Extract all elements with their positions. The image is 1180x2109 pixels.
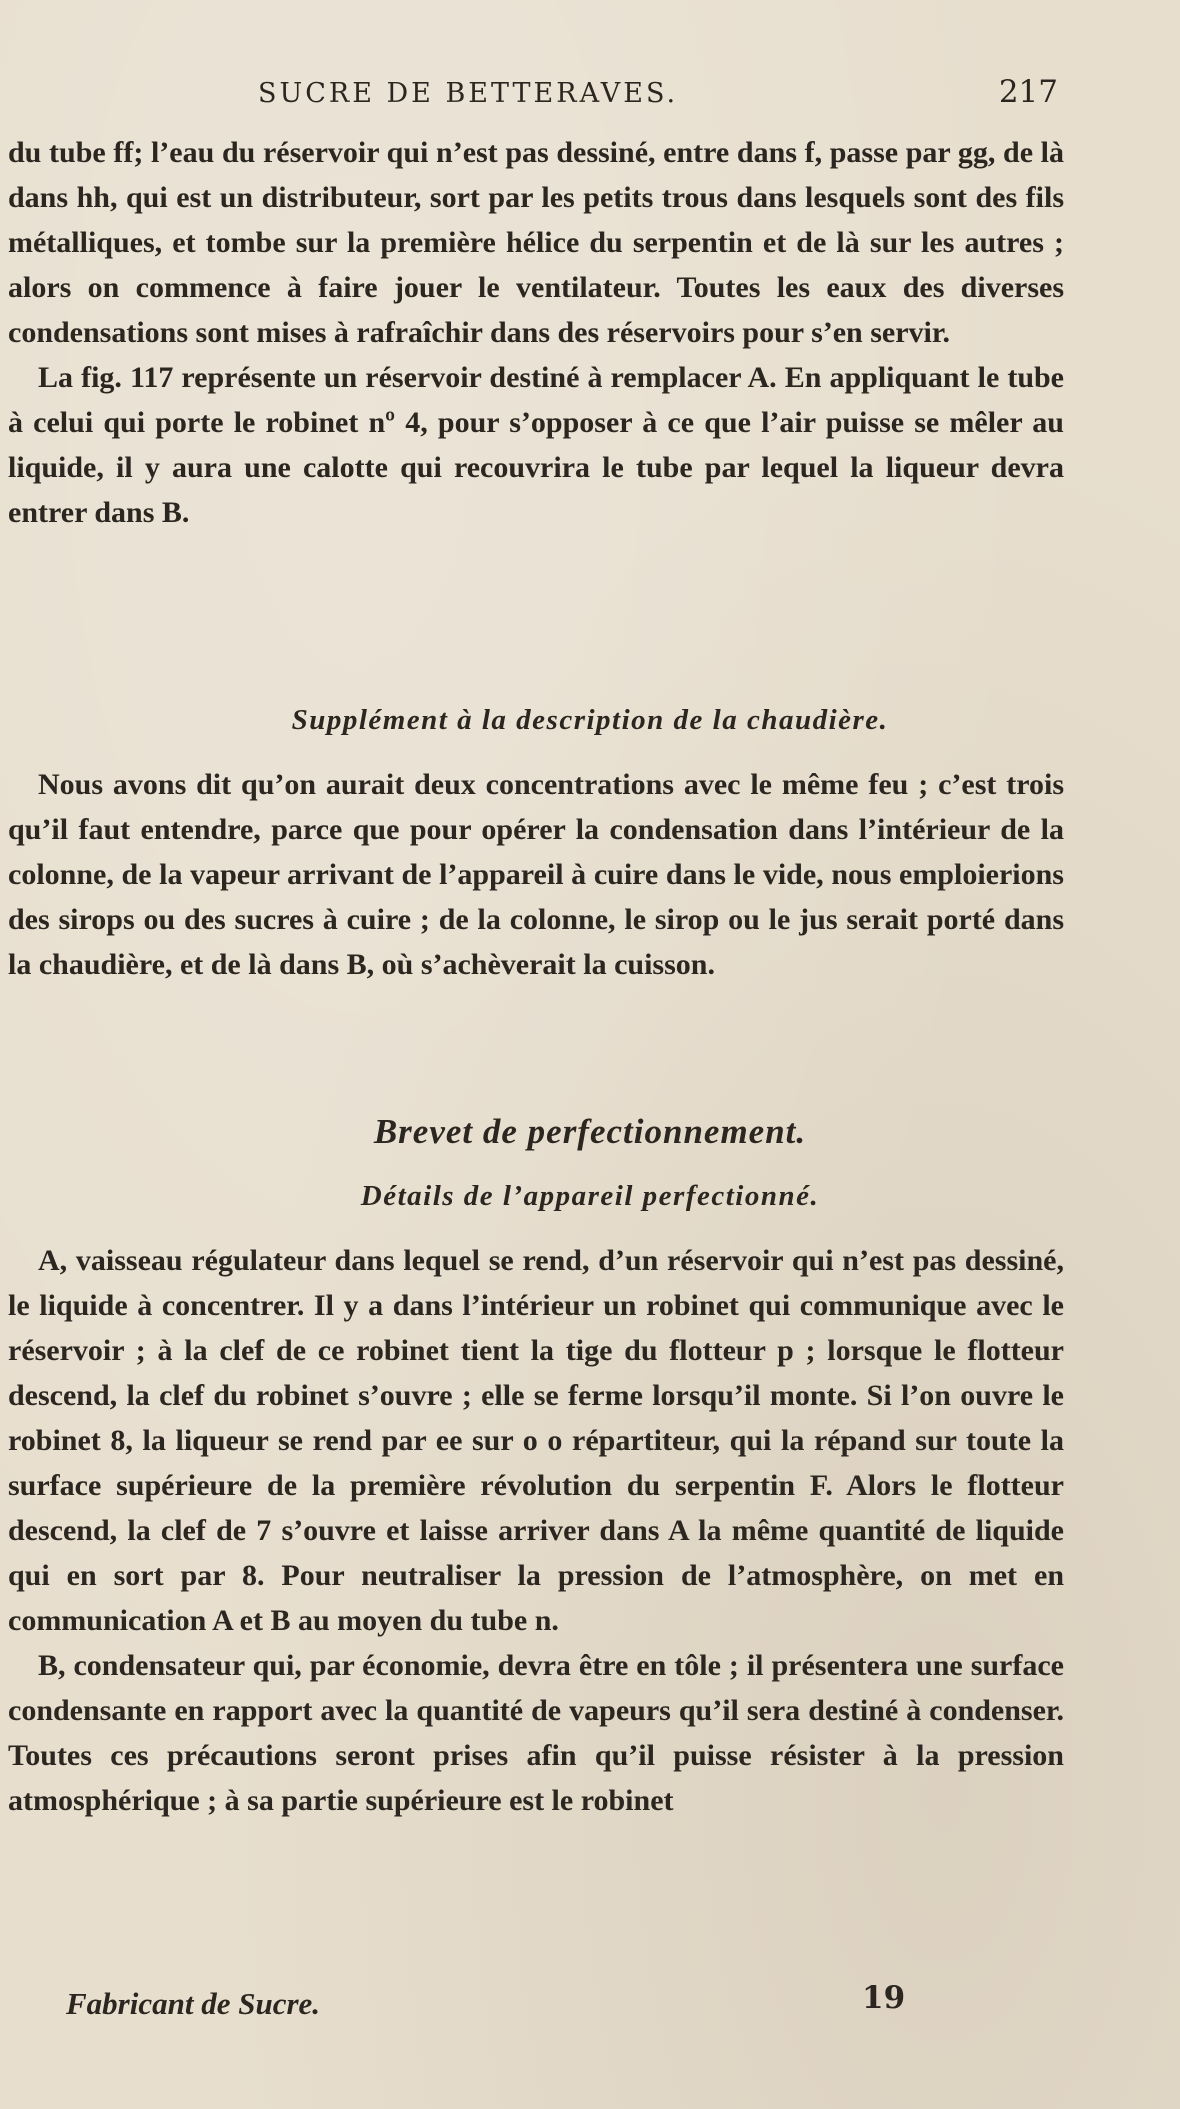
text-block-top: [8, 130, 1064, 535]
text-block-supplement: [8, 762, 1064, 987]
heading-details: Détails de l’appareil perfectionné.: [360, 1180, 820, 1212]
page-number: 217: [998, 74, 1058, 110]
page-header: [0, 74, 1180, 118]
paragraph-condensateur: B, condensateur qui, par économie, devra être en tôle ; il présentera une surface condensante en rapport avec la quantité de vapeurs qu’il sera destiné à condenser. Toutes ces précautions seront prises afin qu’il puisse résister à la pression atmosphérique ; à sa partie supérieure est le robinet: [8, 1649, 1064, 1817]
paragraph-concentrations: Nous avons dit qu’on aurait deux concentrations avec le même feu ; c’est trois qu’il faut entendre, parce que pour opérer la condensation dans l’intérieur de la colonne, de la vapeur arrivant de l’appareil à cuire dans le vide, nous emploierions des sirops ou des sucres à cuire ; de la colonne, le sirop ou le jus serait porté dans la chaudière, et de là dans B, où s’achèverait la cuisson.: [8, 768, 1064, 981]
page-footer: [0, 1980, 1180, 2030]
paragraph-serpentin: du tube ff; l’eau du réservoir qui n’est pas dessiné, entre dans f, passe par gg, de là dans hh, qui est un distributeur, sort par les petits trous dans lesquels sont des fils métalliques, et tombe sur la première hélice du serpentin et de là sur les autres ; alors on commence à faire jouer le ventilateur. Toutes les eaux des diverses condensations sont mises à rafraîchir dans des réservoirs pour s’en servir.: [8, 136, 1064, 349]
printer-signature: Fabricant de Sucre.: [66, 1986, 321, 2021]
paragraph-fig-117: La fig. 117 représente un réservoir destiné à remplacer A. En appliquant le tube à celui qui porte le robinet nº 4, pour s’opposer à ce que l’air puisse se mêler au liquide, il y aura une calotte qui recouvrira le tube par lequel la liqueur devra entrer dans B.: [8, 361, 1064, 529]
heading-supplement: Supplément à la description de la chaudière.: [291, 704, 889, 736]
paragraph-vaisseau-regulateur: A, vaisseau régulateur dans lequel se rend, d’un réservoir qui n’est pas dessiné, le liquide à concentrer. Il y a dans l’intérieur un robinet qui communique avec le réservoir ; à la clef de ce robinet tient la tige du flotteur p ; lorsque le flotteur descend, la clef du robinet s’ouvre ; elle se ferme lorsqu’il monte. Si l’on ouvre le robinet 8, la liqueur se rend par ee sur o o répartiteur, qui la répand sur toute la surface supérieure de la première révolution du serpentin F. Alors le flotteur descend, la clef de 7 s’ouvre et laisse arriver dans A la même quantité de liquide qui en sort par 8. Pour neutraliser la pression de l’atmosphère, on met en communication A et B au moyen du tube n.: [8, 1244, 1064, 1637]
text-block-details: [8, 1238, 1064, 1823]
running-head: SUCRE DE BETTERAVES.: [258, 78, 679, 109]
heading-brevet: Brevet de perfectionnement.: [373, 1112, 807, 1151]
sheet-number: 19: [862, 1980, 906, 2016]
